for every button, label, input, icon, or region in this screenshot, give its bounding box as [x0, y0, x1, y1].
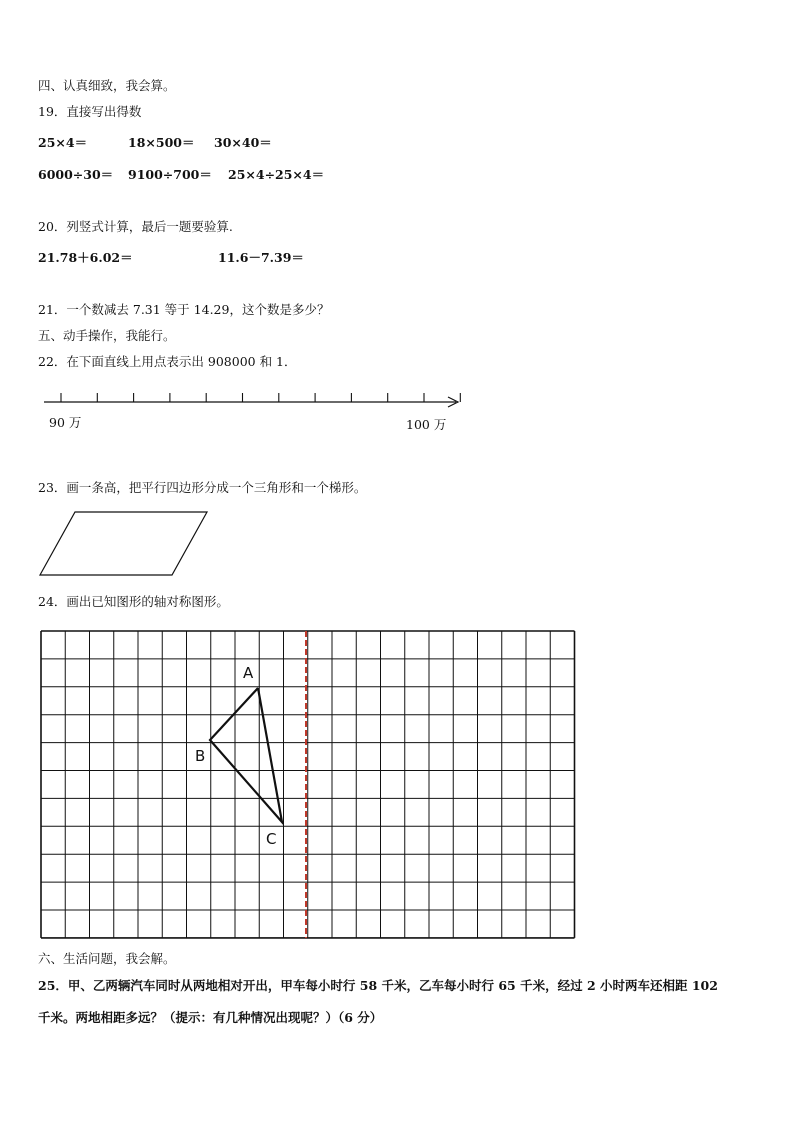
q20-item-2: 11.6－7.39＝: [218, 250, 304, 265]
q19-item-1: 25×4＝: [38, 135, 88, 150]
number-line: [44, 393, 460, 432]
point-b-label: B: [195, 747, 206, 765]
q19-title: 19．直接写出得数: [38, 104, 142, 119]
q19-item-6: 25×4÷25×4＝: [228, 167, 325, 182]
q20-title: 20．列竖式计算，最后一题要验算.: [38, 219, 233, 234]
q19-item-4: 6000÷30＝: [38, 167, 114, 182]
q19-item-2: 18×500＝: [128, 135, 195, 150]
triangle-abc: [210, 688, 282, 822]
number-line-ticks: [61, 393, 460, 402]
section6-title: 六、生活问题，我会解。: [38, 951, 176, 966]
q22-title: 22．在下面直线上用点表示出 908000 和 1．: [38, 354, 297, 369]
q24-title: 24．画出已知图形的轴对称图形。: [38, 594, 229, 609]
number-line-arrow: [448, 397, 458, 407]
q21-title: 21．一个数减去 7.31 等于 14.29，这个数是多少？: [38, 302, 330, 317]
section4-title: 四、认真细致，我会算。: [38, 78, 176, 93]
q20-item-1: 21.78＋6.02＝: [38, 250, 133, 265]
symmetry-grid: [41, 631, 575, 938]
q19-item-3: 30×40＝: [214, 135, 272, 150]
section5-title: 五、动手操作，我能行。: [38, 328, 176, 343]
q23-title: 23．画一条高，把平行四边形分成一个三角形和一个梯形。: [38, 480, 367, 495]
q25-line-2: 千米。两地相距多远？（提示：有几种情况出现呢？）（6 分）: [38, 1010, 383, 1025]
number-line-right-label: 100 万: [406, 417, 447, 432]
parallelogram-shape: [40, 512, 207, 575]
q25-line-1: 25．甲、乙两辆汽车同时从两地相对开出，甲车每小时行 58 千米，乙车每小时行 65 千米，经过 2 小时两车还相距 102: [38, 978, 718, 993]
point-a-label: A: [243, 664, 254, 682]
point-c-label: C: [266, 830, 277, 848]
number-line-left-label: 90 万: [49, 415, 82, 430]
q19-item-5: 9100÷700＝: [128, 167, 212, 182]
